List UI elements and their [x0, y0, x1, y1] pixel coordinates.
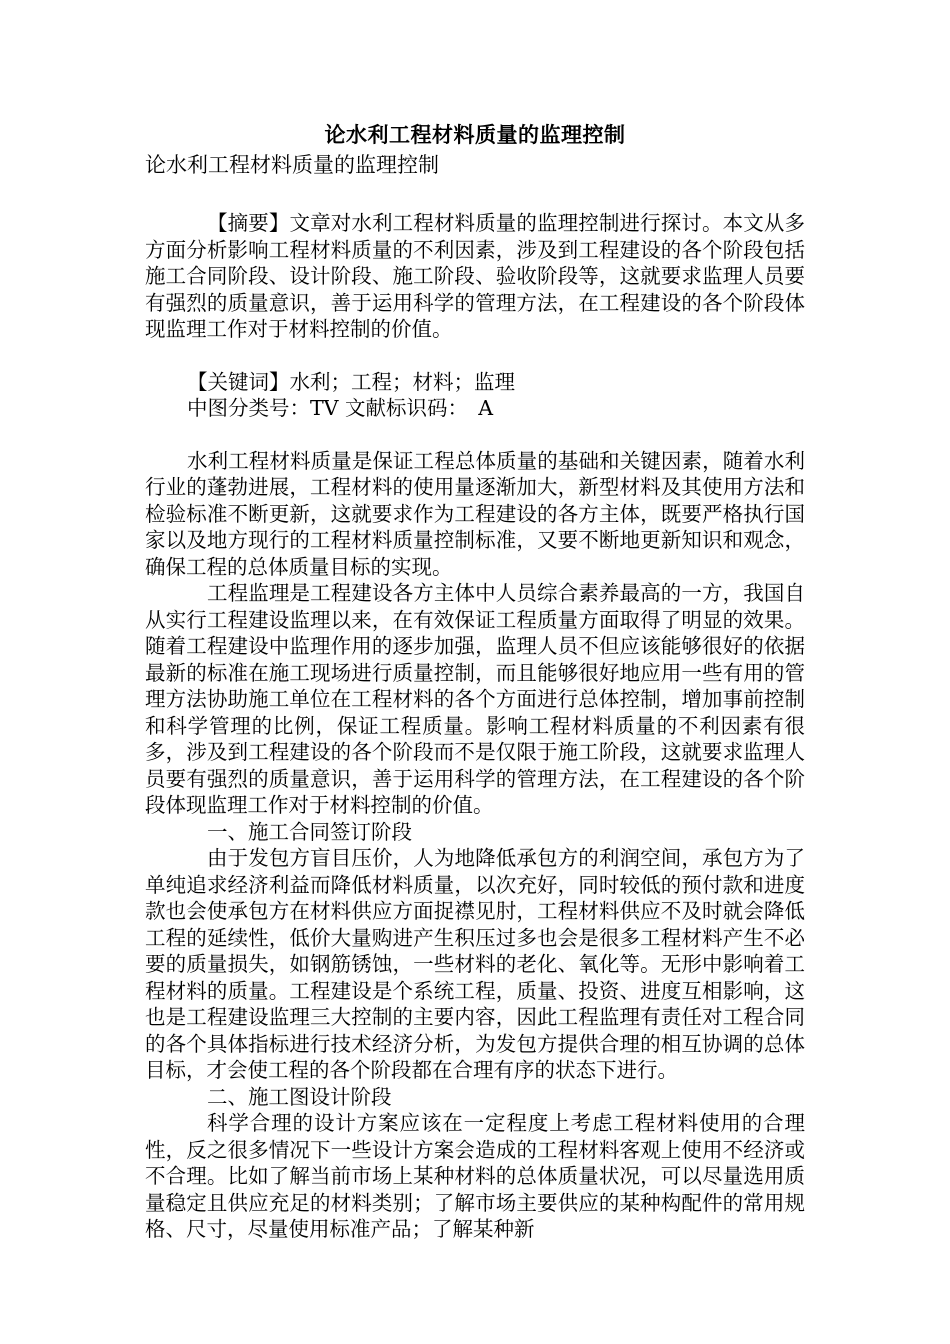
body-paragraph-supervision: 工程监理是工程建设各方主体中人员综合素养最高的一方，我国自从实行工程建设监理以来，在有效保证工程质量方面取得了明显的效果。随着工程建设中监理作用的逐步加强，监理人员不但应该能够很好的依据最新的标准在施工现场进行质量控制，而且能够很好地应用一些有用的管理方法协助施工单位在工程材料的各个方面进行总体控制，增加事前控制和科学管理的比例，保证工程质量。影响工程材料质量的不利因素有很多，涉及到工程建设的各个阶段而不是仅限于施工阶段，这就要求监理人员要有强烈的质量意识，善于运用科学的管理方法，在工程建设的各个阶段体现监理工作对于材料控制的价值。 [145, 581, 805, 817]
abstract-paragraph: 【摘要】文章对水利工程材料质量的监理控制进行探讨。本文从多方面分析影响工程材料质量的不利因素，涉及到工程建设的各个阶段包括施工合同阶段、设计阶段、施工阶段、验收阶段等，这就要求监理人员要有强烈的质量意识，善于运用科学的管理方法，在工程建设的各个阶段体现监理工作对于材料控制的价值。 [145, 211, 805, 341]
section-body-design: 科学合理的设计方案应该在一定程度上考虑工程材料使用的合理性，反之很多情况下一些设计方案会造成的工程材料客观上使用不经济或不合理。比如了解当前市场上某种材料的总体质量状况，可以尽量选用质量稳定且供应充足的材料类别；了解市场主要供应的某种构配件的常用规格、尺寸，尽量使用标准产品；了解某种新 [145, 1111, 805, 1241]
classification-line: 中图分类号：TV 文献标识码： A [187, 396, 494, 420]
document-subtitle: 论水利工程材料质量的监理控制 [145, 153, 439, 177]
body-paragraph-intro: 水利工程材料质量是保证工程总体质量的基础和关键因素，随着水利行业的蓬勃进展，工程材料的使用量逐渐加大，新型材料及其使用方法和检验标准不断更新，这就要求作为工程建设的各方主体，既要严格执行国家以及地方现行的工程材料质量控制标准，又要不断地更新知识和观念，确保工程的总体质量目标的实现。 [145, 448, 805, 579]
section-body-contract: 由于发包方盲目压价，人为地降低承包方的利润空间，承包方为了单纯追求经济利益而降低材料质量，以次充好，同时较低的预付款和进度款也会使承包方在材料供应方面捉襟见肘，工程材料供应不及时就会降低工程的延续性，低价大量购进产生积压过多也会是很多工程材料产生不必要的质量损失，如钢筋锈蚀，一些材料的老化、氧化等。无形中影响着工程材料的质量。工程建设是个系统工程，质量、投资、进度互相影响，这也是工程建设监理三大控制的主要内容，因此工程监理有责任对工程合同的各个具体指标进行技术经济分析，为发包方提供合理的相互协调的总体目标，才会使工程的各个阶段都在合理有序的状态下进行。 [145, 846, 805, 1082]
section-heading-design: 二、施工图设计阶段 [207, 1084, 392, 1109]
document-title: 论水利工程材料质量的监理控制 [324, 122, 626, 147]
keywords-line: 【关键词】水利；工程；材料；监理 [187, 369, 515, 394]
document-page [145, 120, 805, 1243]
section-heading-contract: 一、施工合同签订阶段 [207, 819, 412, 844]
